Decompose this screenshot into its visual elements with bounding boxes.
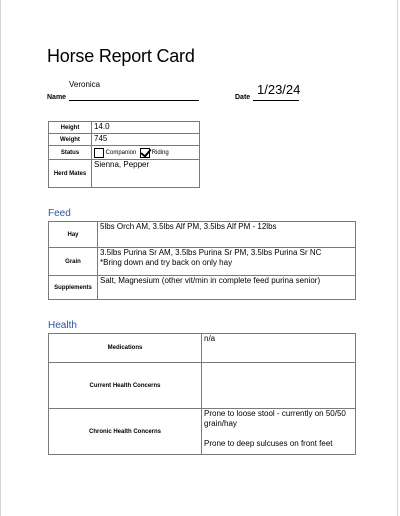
- horse-info-table: [48, 121, 200, 188]
- date-label: Date: [235, 94, 251, 101]
- riding-label: Riding: [151, 149, 169, 156]
- grain-label: Grain: [49, 248, 98, 276]
- herdmates-label: Herd Mates: [49, 160, 92, 188]
- page-title: Horse Report Card: [47, 46, 195, 66]
- chronic-concerns-value: [202, 409, 356, 455]
- chronic-concern-1: Prone to loose stool - currently on 50/50 grain/hay: [204, 409, 346, 428]
- name-underline: [69, 100, 199, 101]
- chronic-concern-2: Prone to deep sulcuses on front feet: [204, 439, 333, 448]
- health-heading: Health: [48, 320, 77, 331]
- status-options: [92, 146, 200, 160]
- health-table: [48, 333, 356, 455]
- date-value: 1/23/24: [257, 82, 301, 97]
- height-value: 14.0: [92, 122, 200, 134]
- riding-checkbox[interactable]: [140, 148, 150, 158]
- current-concerns-value: [202, 363, 356, 409]
- supplements-label: Supplements: [49, 276, 98, 300]
- current-concerns-label: Current Health Concerns: [49, 363, 202, 409]
- herdmates-value: Sienna, Pepper: [92, 160, 200, 188]
- height-label: Height: [49, 122, 92, 134]
- grain-line-1: 3.5lbs Purina Sr AM, 3.5lbs Purina Sr PM, 3.5lbs Purina Sr NC: [100, 248, 322, 257]
- chronic-concerns-label: Chronic Health Concerns: [49, 409, 202, 455]
- name-label: Name: [47, 94, 67, 101]
- weight-label: Weight: [49, 134, 92, 146]
- medications-label: Medications: [49, 334, 202, 363]
- companion-label: Companion: [105, 149, 137, 156]
- name-date-row: [47, 80, 357, 104]
- name-value: Veronica: [69, 80, 101, 89]
- feed-heading: Feed: [48, 208, 71, 219]
- feed-table: [48, 221, 356, 300]
- supplements-value: Salt, Magnesium (other vit/min in complete feed purina senior): [98, 276, 356, 300]
- companion-checkbox[interactable]: [94, 148, 104, 158]
- grain-value: [98, 248, 356, 276]
- medications-value: n/a: [202, 334, 356, 363]
- status-label: Status: [49, 146, 92, 160]
- date-underline: [253, 100, 299, 101]
- grain-line-2: *Bring down and try back on only hay: [100, 258, 233, 267]
- weight-value: 745: [92, 134, 200, 146]
- hay-value: 5lbs Orch AM, 3.5lbs Alf PM, 3.5lbs Alf PM - 12lbs: [98, 222, 356, 248]
- hay-label: Hay: [49, 222, 98, 248]
